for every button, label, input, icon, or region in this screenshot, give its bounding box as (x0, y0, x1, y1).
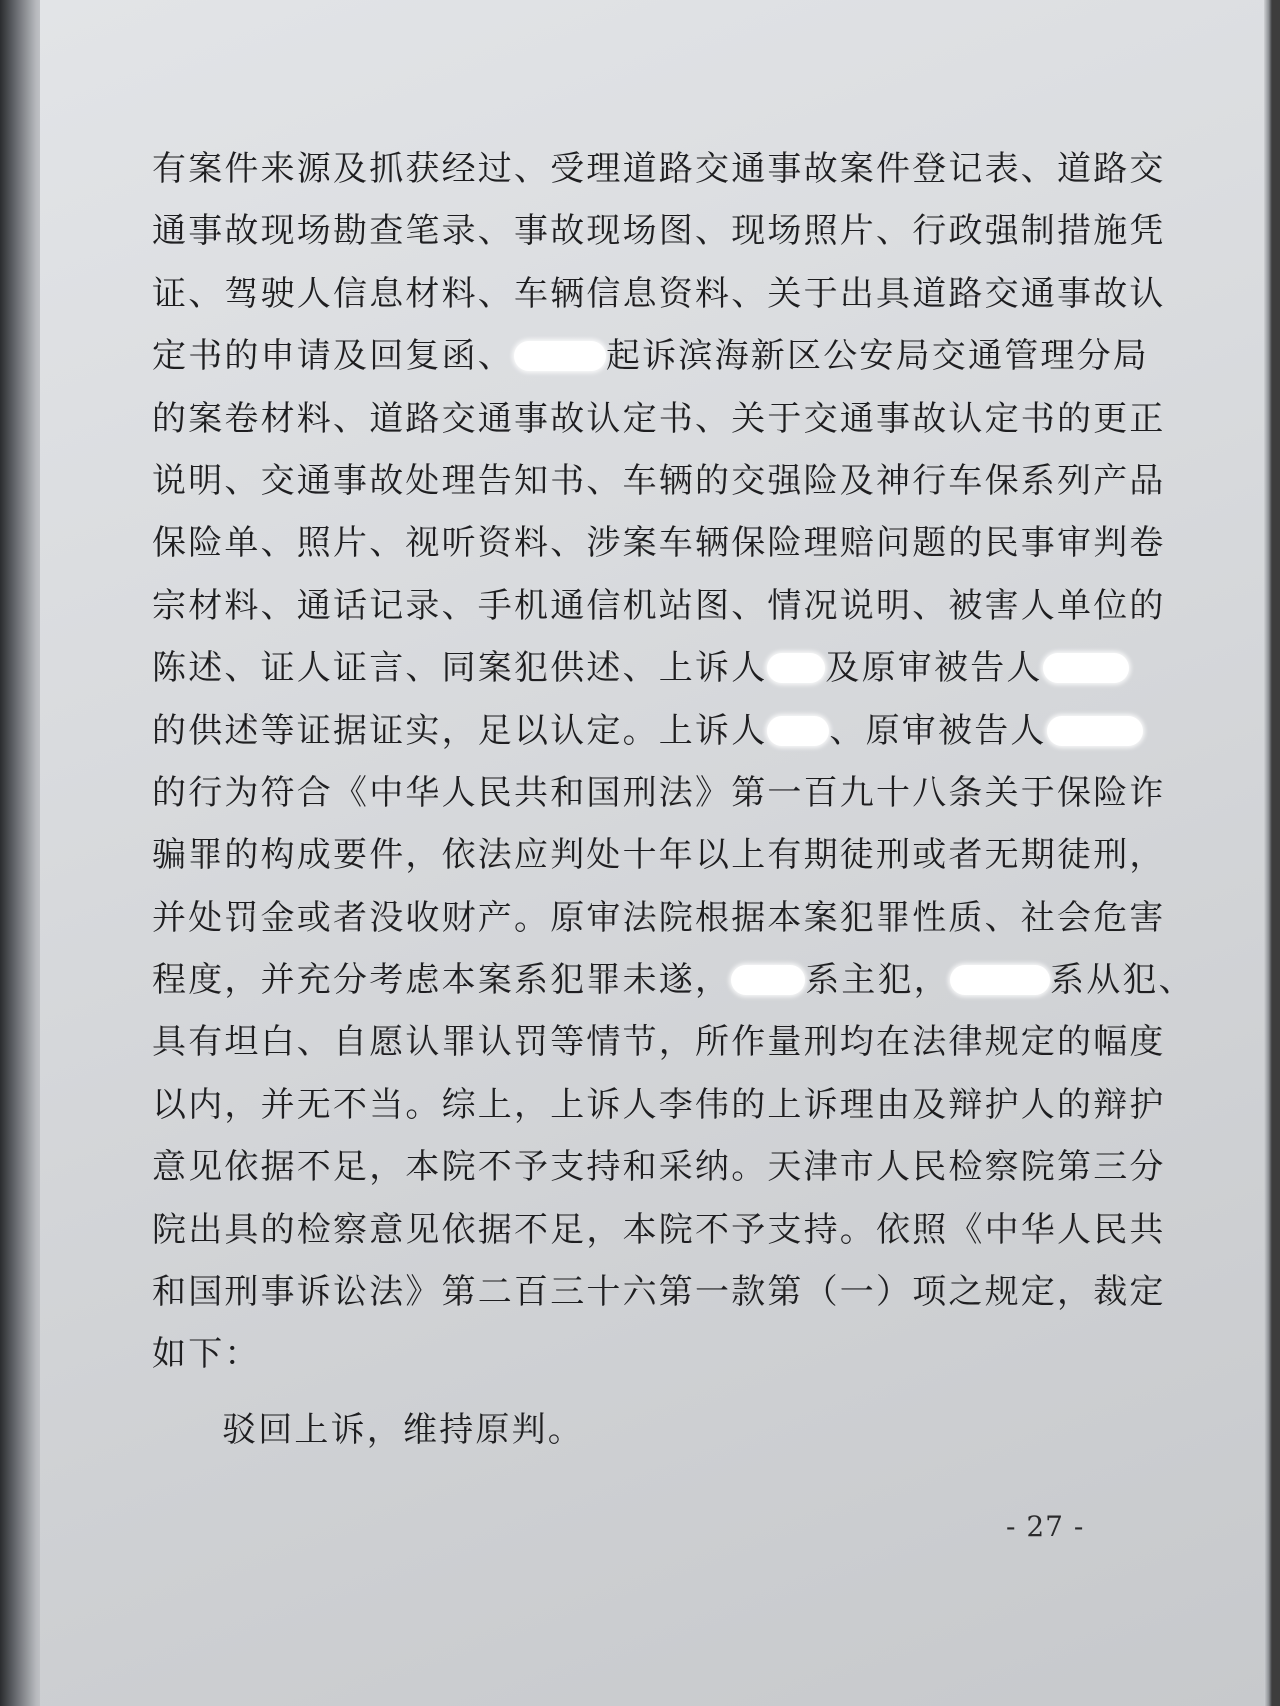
text-line (152, 637, 1116, 699)
text-line: 院出具的检察意见依据不足，本院不予支持。依照《中华人民共 (152, 1209, 1166, 1250)
redaction-mark (950, 965, 1050, 995)
text-line: 证、驾驶人信息材料、车辆信息资料、关于出具道路交通事故认 (152, 273, 1166, 314)
text-line: 如下： (152, 1334, 261, 1375)
text-line: 的行为符合《中华人民共和国刑法》第一百九十八条关于保险诈 (152, 772, 1166, 813)
text-line: 意见依据不足，本院不予支持和采纳。天津市人民检察院第三分 (152, 1147, 1166, 1188)
text-line: 骗罪的构成要件，依法应判处十年以上有期徒刑或者无期徒刑， (152, 835, 1166, 876)
text-line: 以内，并无不当。综上，上诉人李伟的上诉理由及辩护人的辩护 (152, 1084, 1166, 1125)
verdict-text: 驳回上诉，维持原判。 (222, 1410, 584, 1450)
text-segment: 程度，并充分考虑本案系犯罪未遂， (152, 960, 732, 1001)
text-line: 保险单、照片、视听资料、涉案车辆保险理赔问题的民事审判卷 (152, 523, 1166, 564)
text-segment: 及原审被告人 (825, 648, 1043, 689)
text-segment: 起诉滨海新区公安局交通管理分局 (606, 336, 1149, 377)
redaction-mark (731, 965, 805, 995)
redaction-mark (514, 341, 606, 371)
text-line: 有案件来源及抓获经过、受理道路交通事故案件登记表、道路交 (152, 149, 1166, 189)
text-segment: 系从犯、 (1050, 960, 1195, 1001)
text-line (152, 325, 1149, 387)
text-segment: 定书的申请及回复函、 (152, 336, 514, 377)
page-edge (1264, 0, 1272, 1706)
ruling-body (152, 138, 1195, 1386)
text-line (152, 700, 1116, 762)
text-line: 通事故现场勘查笔录、事故现场图、现场照片、行政强制措施凭 (152, 211, 1166, 252)
text-segment: 陈述、证人证言、同案犯供述、上诉人 (152, 648, 768, 689)
redaction-mark (1043, 653, 1129, 683)
page-number: - 27 - (1006, 1510, 1085, 1543)
text-line: 具有坦白、自愿认罪认罚等情节，所作量刑均在法律规定的幅度 (152, 1022, 1166, 1063)
redaction-mark (767, 653, 825, 683)
redaction-mark (1047, 716, 1143, 746)
text-line (152, 949, 1195, 1011)
text-line: 说明、交通事故处理告知书、车辆的交强险及神行车保系列产品 (152, 460, 1166, 501)
text-line: 和国刑事诉讼法》第二百三十六第一款第（一）项之规定，裁定 (152, 1272, 1166, 1313)
text-segment: 的供述等证据证实，足以认定。上诉人 (152, 710, 768, 751)
text-line: 并处罚金或者没收财产。原审法院根据本案犯罪性质、社会危害 (152, 897, 1166, 938)
text-segment: 系主犯， (805, 960, 951, 1001)
redaction-mark (767, 716, 829, 746)
text-line: 的案卷材料、道路交通事故认定书、关于交通事故认定书的更正 (152, 398, 1166, 439)
text-line: 宗材料、通话记录、手机通信机站图、情况说明、被害人单位的 (152, 585, 1166, 626)
text-segment: 、原审被告人 (829, 710, 1047, 751)
